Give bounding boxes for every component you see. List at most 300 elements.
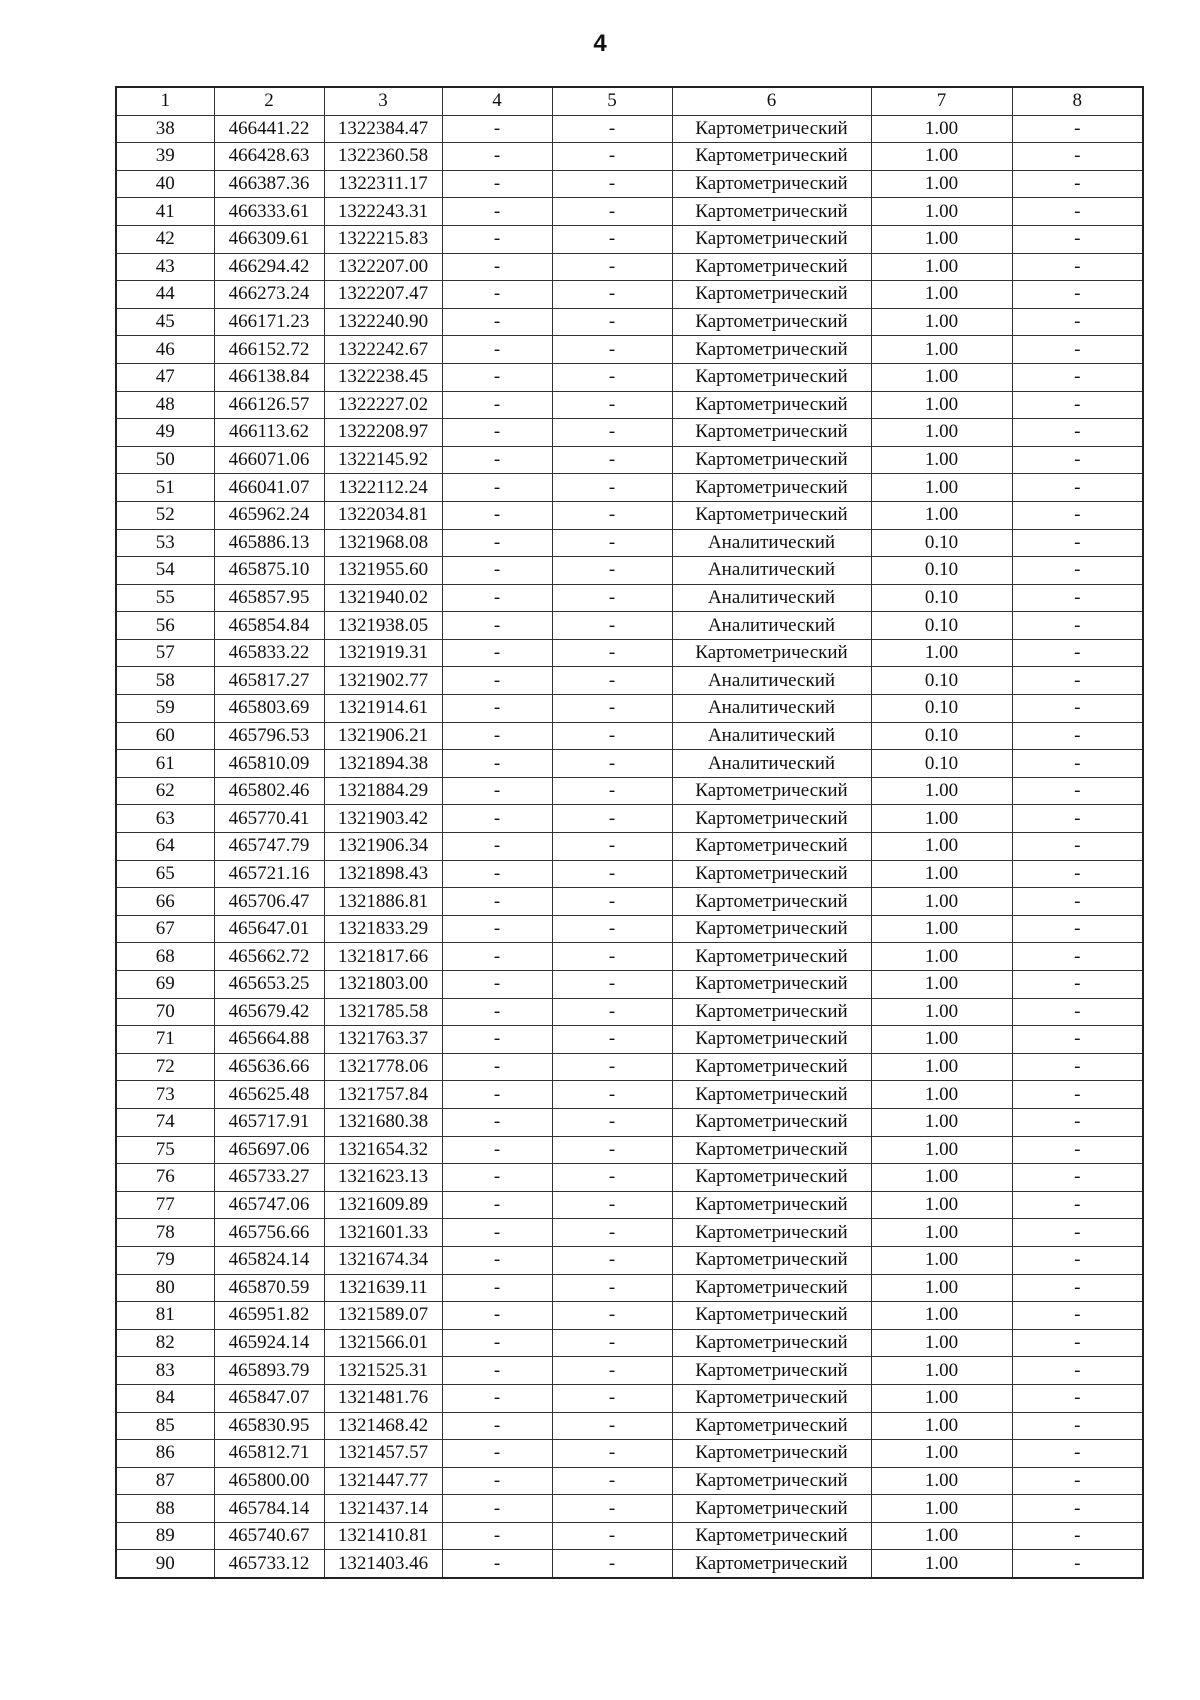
table-cell: - [442, 501, 552, 529]
table-cell: 1321938.05 [324, 612, 442, 640]
table-cell: - [442, 419, 552, 447]
table-cell: - [1012, 198, 1143, 226]
table-cell: - [442, 1440, 552, 1468]
table-cell: 1321468.42 [324, 1412, 442, 1440]
table-cell: 58 [116, 667, 214, 695]
table-cell: 465784.14 [214, 1495, 324, 1523]
column-header: 6 [672, 87, 871, 115]
table-cell: Картометрический [672, 833, 871, 861]
table-cell: - [552, 1329, 672, 1357]
table-cell: - [442, 1164, 552, 1192]
column-header: 3 [324, 87, 442, 115]
table-cell: 1321884.29 [324, 777, 442, 805]
table-cell: Аналитический [672, 722, 871, 750]
table-cell: 466126.57 [214, 391, 324, 419]
table-cell: 1321601.33 [324, 1219, 442, 1247]
table-cell: 0.10 [871, 695, 1012, 723]
table-cell: - [552, 943, 672, 971]
table-cell: - [1012, 446, 1143, 474]
table-cell: 63 [116, 805, 214, 833]
table-cell: 0.10 [871, 584, 1012, 612]
table-cell: - [1012, 750, 1143, 778]
table-cell: 1321833.29 [324, 915, 442, 943]
table-cell: - [552, 860, 672, 888]
table-cell: 1321654.32 [324, 1136, 442, 1164]
table-cell: - [552, 1026, 672, 1054]
table-cell: - [1012, 998, 1143, 1026]
table-cell: - [552, 1550, 672, 1578]
table-cell: - [442, 1053, 552, 1081]
table-cell: Картометрический [672, 1302, 871, 1330]
table-cell: 1.00 [871, 1136, 1012, 1164]
table-cell: 465875.10 [214, 557, 324, 585]
table-cell: 1.00 [871, 1467, 1012, 1495]
table-cell: 1322384.47 [324, 115, 442, 143]
table-cell: 39 [116, 143, 214, 171]
table-cell: - [442, 1550, 552, 1578]
table-cell: Картометрический [672, 1026, 871, 1054]
table-cell: - [442, 557, 552, 585]
table-cell: Картометрический [672, 888, 871, 916]
table-cell: - [442, 1026, 552, 1054]
table-cell: 57 [116, 639, 214, 667]
table-row [116, 170, 1143, 198]
table-row [116, 419, 1143, 447]
table-cell: 465653.25 [214, 971, 324, 999]
table-cell: 49 [116, 419, 214, 447]
table-cell: 52 [116, 501, 214, 529]
table-cell: - [552, 1440, 672, 1468]
table-cell: - [552, 1357, 672, 1385]
table-cell: - [442, 639, 552, 667]
table-cell: 71 [116, 1026, 214, 1054]
table-cell: - [1012, 1522, 1143, 1550]
table-cell: 47 [116, 363, 214, 391]
table-cell: Картометрический [672, 501, 871, 529]
table-cell: 1.00 [871, 115, 1012, 143]
table-cell: Картометрический [672, 281, 871, 309]
table-row [116, 143, 1143, 171]
table-cell: - [1012, 363, 1143, 391]
table-cell: 465803.69 [214, 695, 324, 723]
table-cell: 0.10 [871, 557, 1012, 585]
table-cell: - [552, 336, 672, 364]
table-cell: 466387.36 [214, 170, 324, 198]
table-cell: - [1012, 1164, 1143, 1192]
table-cell: - [552, 1108, 672, 1136]
table-cell: 1.00 [871, 363, 1012, 391]
table-cell: 465706.47 [214, 888, 324, 916]
table-cell: 76 [116, 1164, 214, 1192]
table-cell: 0.10 [871, 750, 1012, 778]
table-row [116, 888, 1143, 916]
table-cell: 1321914.61 [324, 695, 442, 723]
column-header: 7 [871, 87, 1012, 115]
table-row [116, 722, 1143, 750]
table-cell: 0.10 [871, 529, 1012, 557]
table-cell: 1321919.31 [324, 639, 442, 667]
table-cell: Картометрический [672, 1219, 871, 1247]
table-cell: 465796.53 [214, 722, 324, 750]
table-cell: Картометрический [672, 225, 871, 253]
table-cell: 1321968.08 [324, 529, 442, 557]
table-row [116, 1219, 1143, 1247]
table-cell: 45 [116, 308, 214, 336]
table-cell: 85 [116, 1412, 214, 1440]
table-cell: 1321566.01 [324, 1329, 442, 1357]
table-cell: Картометрический [672, 363, 871, 391]
table-cell: 42 [116, 225, 214, 253]
table-cell: 1.00 [871, 198, 1012, 226]
page-number: 4 [593, 30, 607, 57]
table-cell: 1321457.57 [324, 1440, 442, 1468]
table-cell: - [442, 1357, 552, 1385]
table-cell: 1.00 [871, 253, 1012, 281]
table-row [116, 1302, 1143, 1330]
table-cell: 1.00 [871, 888, 1012, 916]
table-cell: - [552, 1191, 672, 1219]
table-cell: 1.00 [871, 1522, 1012, 1550]
table-cell: Картометрический [672, 777, 871, 805]
table-cell: - [442, 833, 552, 861]
table-cell: 1.00 [871, 501, 1012, 529]
table-cell: Аналитический [672, 529, 871, 557]
table-cell: Картометрический [672, 474, 871, 502]
table-cell: 1.00 [871, 336, 1012, 364]
table-cell: 72 [116, 1053, 214, 1081]
table-cell: 48 [116, 391, 214, 419]
column-header: 5 [552, 87, 672, 115]
table-row [116, 336, 1143, 364]
table-cell: 1.00 [871, 143, 1012, 171]
table-cell: - [442, 474, 552, 502]
table-row [116, 805, 1143, 833]
table-cell: 465625.48 [214, 1081, 324, 1109]
table-cell: - [442, 1412, 552, 1440]
table-row [116, 1026, 1143, 1054]
table-cell: - [552, 474, 672, 502]
table-cell: 46 [116, 336, 214, 364]
table-cell: 82 [116, 1329, 214, 1357]
table-cell: 1.00 [871, 225, 1012, 253]
table-cell: - [1012, 695, 1143, 723]
table-cell: - [1012, 833, 1143, 861]
table-cell: - [442, 722, 552, 750]
table-cell: 1322243.31 [324, 198, 442, 226]
table-row [116, 695, 1143, 723]
table-cell: 465962.24 [214, 501, 324, 529]
table-cell: - [442, 336, 552, 364]
table-cell: 1322207.00 [324, 253, 442, 281]
table-cell: 1321481.76 [324, 1384, 442, 1412]
table-cell: 1.00 [871, 639, 1012, 667]
table-cell: - [1012, 501, 1143, 529]
table-cell: - [442, 1081, 552, 1109]
table-cell: - [1012, 1302, 1143, 1330]
table-row [116, 998, 1143, 1026]
table-cell: - [442, 584, 552, 612]
table-cell: 1321778.06 [324, 1053, 442, 1081]
table-cell: 65 [116, 860, 214, 888]
table-cell: 67 [116, 915, 214, 943]
table-cell: 1.00 [871, 1246, 1012, 1274]
table-cell: - [1012, 888, 1143, 916]
table-cell: 465697.06 [214, 1136, 324, 1164]
table-cell: 41 [116, 198, 214, 226]
table-cell: 1321906.21 [324, 722, 442, 750]
table-cell: 465747.06 [214, 1191, 324, 1219]
table-cell: 1322242.67 [324, 336, 442, 364]
table-cell: 80 [116, 1274, 214, 1302]
table-cell: - [1012, 1026, 1143, 1054]
table-cell: 1.00 [871, 1412, 1012, 1440]
table-cell: 465830.95 [214, 1412, 324, 1440]
table-cell: 86 [116, 1440, 214, 1468]
table-row [116, 1357, 1143, 1385]
table-cell: - [552, 805, 672, 833]
table-cell: - [552, 1467, 672, 1495]
table-row [116, 529, 1143, 557]
table-row [116, 1136, 1143, 1164]
table-cell: 1321410.81 [324, 1522, 442, 1550]
table-cell: - [442, 143, 552, 171]
table-cell: 465800.00 [214, 1467, 324, 1495]
table-cell: - [552, 1081, 672, 1109]
table-cell: - [552, 225, 672, 253]
table-body [116, 115, 1143, 1578]
table-cell: - [552, 170, 672, 198]
table-cell: 79 [116, 1246, 214, 1274]
table-cell: - [552, 1412, 672, 1440]
table-cell: - [552, 529, 672, 557]
table-cell: - [442, 1329, 552, 1357]
table-cell: 1321674.34 [324, 1246, 442, 1274]
table-cell: 61 [116, 750, 214, 778]
table-cell: 465636.66 [214, 1053, 324, 1081]
table-row [116, 1274, 1143, 1302]
table-cell: 466441.22 [214, 115, 324, 143]
table-row [116, 971, 1143, 999]
table-cell: 465733.27 [214, 1164, 324, 1192]
table-cell: 1321680.38 [324, 1108, 442, 1136]
table-row [116, 943, 1143, 971]
table-cell: 465717.91 [214, 1108, 324, 1136]
table-cell: 84 [116, 1384, 214, 1412]
table-cell: - [1012, 253, 1143, 281]
table-cell: 1321902.77 [324, 667, 442, 695]
table-cell: 1322034.81 [324, 501, 442, 529]
table-cell: - [1012, 639, 1143, 667]
table-cell: - [552, 557, 672, 585]
table-cell: - [1012, 336, 1143, 364]
table-cell: Аналитический [672, 612, 871, 640]
table-cell: 1322145.92 [324, 446, 442, 474]
table-cell: Картометрический [672, 1191, 871, 1219]
table-cell: 465664.88 [214, 1026, 324, 1054]
table-cell: - [1012, 1495, 1143, 1523]
table-cell: Картометрический [672, 391, 871, 419]
table-cell: Картометрический [672, 971, 871, 999]
table-cell: - [442, 1467, 552, 1495]
table-header-row [116, 87, 1143, 115]
column-header: 4 [442, 87, 552, 115]
table-cell: Картометрический [672, 308, 871, 336]
table-row [116, 1164, 1143, 1192]
table-cell: - [552, 419, 672, 447]
table-cell: 74 [116, 1108, 214, 1136]
table-cell: - [1012, 584, 1143, 612]
table-cell: 465679.42 [214, 998, 324, 1026]
table-cell: - [1012, 143, 1143, 171]
table-row [116, 474, 1143, 502]
table-cell: - [442, 1219, 552, 1247]
table-cell: Картометрический [672, 1495, 871, 1523]
table-cell: - [442, 1274, 552, 1302]
table-cell: - [1012, 529, 1143, 557]
table-cell: 78 [116, 1219, 214, 1247]
table-cell: - [442, 915, 552, 943]
table-cell: Картометрический [672, 1136, 871, 1164]
table-cell: - [1012, 1136, 1143, 1164]
table-cell: 465870.59 [214, 1274, 324, 1302]
table-cell: - [1012, 1246, 1143, 1274]
table-cell: - [1012, 1440, 1143, 1468]
table-cell: - [552, 1136, 672, 1164]
table-cell: 1321955.60 [324, 557, 442, 585]
table-cell: Картометрический [672, 198, 871, 226]
table-cell: Картометрический [672, 1440, 871, 1468]
table-row [116, 1440, 1143, 1468]
table-cell: 1.00 [871, 777, 1012, 805]
table-cell: 1321525.31 [324, 1357, 442, 1385]
table-cell: 466309.61 [214, 225, 324, 253]
table-cell: Картометрический [672, 860, 871, 888]
table-cell: - [442, 363, 552, 391]
table-cell: - [552, 722, 672, 750]
table-cell: Картометрический [672, 1053, 871, 1081]
table-cell: 1.00 [871, 281, 1012, 309]
table-cell: - [442, 888, 552, 916]
table-cell: - [552, 998, 672, 1026]
table-cell: - [1012, 1329, 1143, 1357]
table-cell: 1322238.45 [324, 363, 442, 391]
table-row [116, 501, 1143, 529]
table-cell: Картометрический [672, 1357, 871, 1385]
table-row [116, 1191, 1143, 1219]
table-cell: - [1012, 391, 1143, 419]
table-cell: - [442, 1246, 552, 1274]
table-cell: - [442, 1384, 552, 1412]
table-cell: 466152.72 [214, 336, 324, 364]
table-cell: - [1012, 225, 1143, 253]
table-cell: - [1012, 557, 1143, 585]
table-cell: 1.00 [871, 1191, 1012, 1219]
table-cell: 1.00 [871, 860, 1012, 888]
table-cell: Аналитический [672, 750, 871, 778]
table-row [116, 1467, 1143, 1495]
table-cell: Картометрический [672, 1081, 871, 1109]
table-cell: - [552, 1495, 672, 1523]
table-cell: - [442, 971, 552, 999]
table-cell: - [552, 584, 672, 612]
table-cell: 1.00 [871, 1329, 1012, 1357]
table-cell: - [552, 1219, 672, 1247]
table-cell: 1321803.00 [324, 971, 442, 999]
table-cell: - [552, 391, 672, 419]
table-cell: - [552, 695, 672, 723]
table-cell: 1321589.07 [324, 1302, 442, 1330]
table-cell: 1321906.34 [324, 833, 442, 861]
table-cell: - [552, 1384, 672, 1412]
table-cell: - [552, 750, 672, 778]
table-row [116, 584, 1143, 612]
table-cell: - [442, 1108, 552, 1136]
table-cell: 66 [116, 888, 214, 916]
table-cell: - [1012, 1053, 1143, 1081]
table-cell: Картометрический [672, 943, 871, 971]
table-cell: - [442, 115, 552, 143]
table-cell: 73 [116, 1081, 214, 1109]
table-cell: 1321609.89 [324, 1191, 442, 1219]
table-cell: - [442, 1522, 552, 1550]
table-cell: 0.10 [871, 722, 1012, 750]
table-cell: 465647.01 [214, 915, 324, 943]
table-cell: - [552, 198, 672, 226]
table-cell: 1322215.83 [324, 225, 442, 253]
table-cell: - [1012, 612, 1143, 640]
table-cell: 466138.84 [214, 363, 324, 391]
table-cell: 465886.13 [214, 529, 324, 557]
table-cell: 1321785.58 [324, 998, 442, 1026]
table-cell: - [1012, 667, 1143, 695]
table-row [116, 391, 1143, 419]
table-cell: 1.00 [871, 1302, 1012, 1330]
table-cell: - [552, 888, 672, 916]
table-cell: 1.00 [871, 971, 1012, 999]
table-cell: - [442, 529, 552, 557]
table-row [116, 1522, 1143, 1550]
table-cell: 83 [116, 1357, 214, 1385]
table-cell: 1321894.38 [324, 750, 442, 778]
table-cell: Картометрический [672, 1550, 871, 1578]
table-cell: 1322208.97 [324, 419, 442, 447]
table-cell: - [1012, 1357, 1143, 1385]
table-cell: - [1012, 281, 1143, 309]
table-row [116, 446, 1143, 474]
table-cell: Картометрический [672, 115, 871, 143]
table-cell: - [552, 612, 672, 640]
table-cell: 1322360.58 [324, 143, 442, 171]
table-cell: 1321639.11 [324, 1274, 442, 1302]
table-cell: 1.00 [871, 1384, 1012, 1412]
table-cell: 1.00 [871, 391, 1012, 419]
table-cell: - [1012, 474, 1143, 502]
table-cell: 465733.12 [214, 1550, 324, 1578]
table-cell: Картометрический [672, 170, 871, 198]
table-cell: 465740.67 [214, 1522, 324, 1550]
table-cell: 465817.27 [214, 667, 324, 695]
table-cell: 1321447.77 [324, 1467, 442, 1495]
table-row [116, 1108, 1143, 1136]
table-cell: - [442, 612, 552, 640]
table-cell: 1.00 [871, 833, 1012, 861]
table-cell: - [442, 860, 552, 888]
table-cell: 466041.07 [214, 474, 324, 502]
table-cell: 1.00 [871, 1440, 1012, 1468]
column-header: 2 [214, 87, 324, 115]
table-cell: 1321886.81 [324, 888, 442, 916]
table-cell: 75 [116, 1136, 214, 1164]
